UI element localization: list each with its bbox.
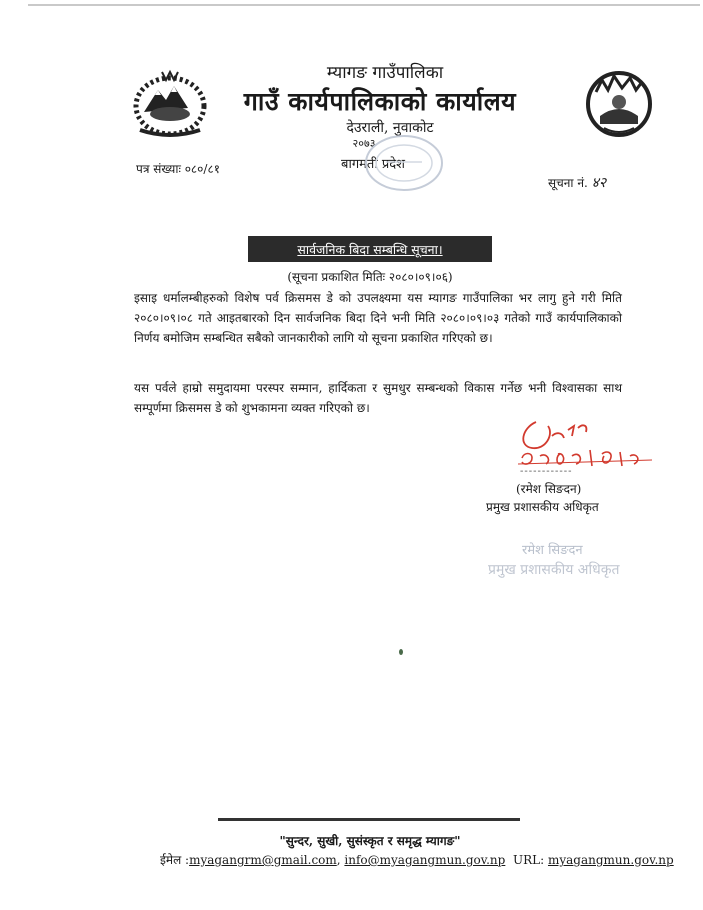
nepal-emblem-icon	[130, 64, 210, 138]
established-year: २०७३	[352, 137, 376, 150]
province-name: बागमती प्रदेश	[341, 157, 405, 172]
office-address: देउराली, नुवाकोट	[346, 120, 434, 136]
signature-line: ------------	[520, 466, 573, 477]
url-label: URL:	[512, 853, 545, 867]
office-stamp-icon	[362, 132, 446, 194]
signatory-title: प्रमुख प्रशासकीय अधिकृत	[486, 500, 599, 514]
notice-title-text: सार्वजनिक बिदा सम्बन्धि सूचना।	[297, 241, 443, 257]
ink-speck	[398, 648, 404, 656]
municipality-emblem-icon	[582, 66, 656, 138]
footer-divider	[218, 818, 520, 821]
published-date: (सूचना प्रकाशित मितिः २०८०।०९।०६)	[287, 270, 453, 284]
stamp-title: प्रमुख प्रशासकीय अधिकृत	[488, 562, 620, 578]
notice-number-value: ४२	[591, 175, 607, 191]
footer-slogan: "सुन्दर, सुखी, सुसंस्कृत र समृद्ध म्यागङ"	[279, 834, 461, 848]
municipality-name: म्यागङ गाउँपालिका	[326, 63, 444, 83]
scan-edge-line	[28, 4, 700, 6]
email-link-1[interactable]: myagangrm@gmail.com	[189, 853, 337, 867]
footer-contact	[160, 851, 674, 868]
letter-number: पत्र संख्याः ०८०/८१	[136, 162, 220, 176]
notice-number	[548, 173, 606, 192]
email-separator: ,	[336, 853, 345, 867]
website-link[interactable]: myagangmun.gov.np	[547, 853, 674, 867]
handwritten-signature	[502, 416, 662, 470]
signatory-name: (रमेश सिङदन)	[516, 482, 582, 496]
notice-number-label: सूचना नं.	[548, 176, 588, 190]
notice-paragraph-1: इसाइ धर्मालम्बीहरुको विशेष पर्व क्रिसमस डे को उपलक्ष्यमा यस म्यागङ गाउँपालिका भर लागु हुने गरी मिति २०८०।०९।०८ गते आइतबारको दिन सार्वजनिक बिदा दिने भनी मिति २०८०।०९।०३ गतेको गाउँ कार्यपालिकाको निर्णय बमोजिम सम्बन्धित सबैको जानकारीको लागि यो सूचना प्रकाशित गरिएको छ।	[134, 291, 622, 345]
stamp-name: रमेश सिङदन	[522, 543, 583, 558]
email-label: ईमेल :	[160, 853, 190, 867]
notice-title	[248, 236, 492, 262]
office-name: गाउँ कार्यपालिकाको कार्यालय	[243, 87, 517, 116]
notice-paragraph-2: यस पर्वले हाम्रो समुदायमा परस्पर सम्मान, हार्दिकता र सुमधुर सम्बन्धको विकास गर्नेछ भनी विश्वासका साथ सम्पूर्णमा क्रिसमस डे को शुभकामना व्यक्त गरिएको छ।	[134, 381, 622, 415]
email-link-2[interactable]: info@myagangmun.gov.np	[344, 853, 506, 867]
